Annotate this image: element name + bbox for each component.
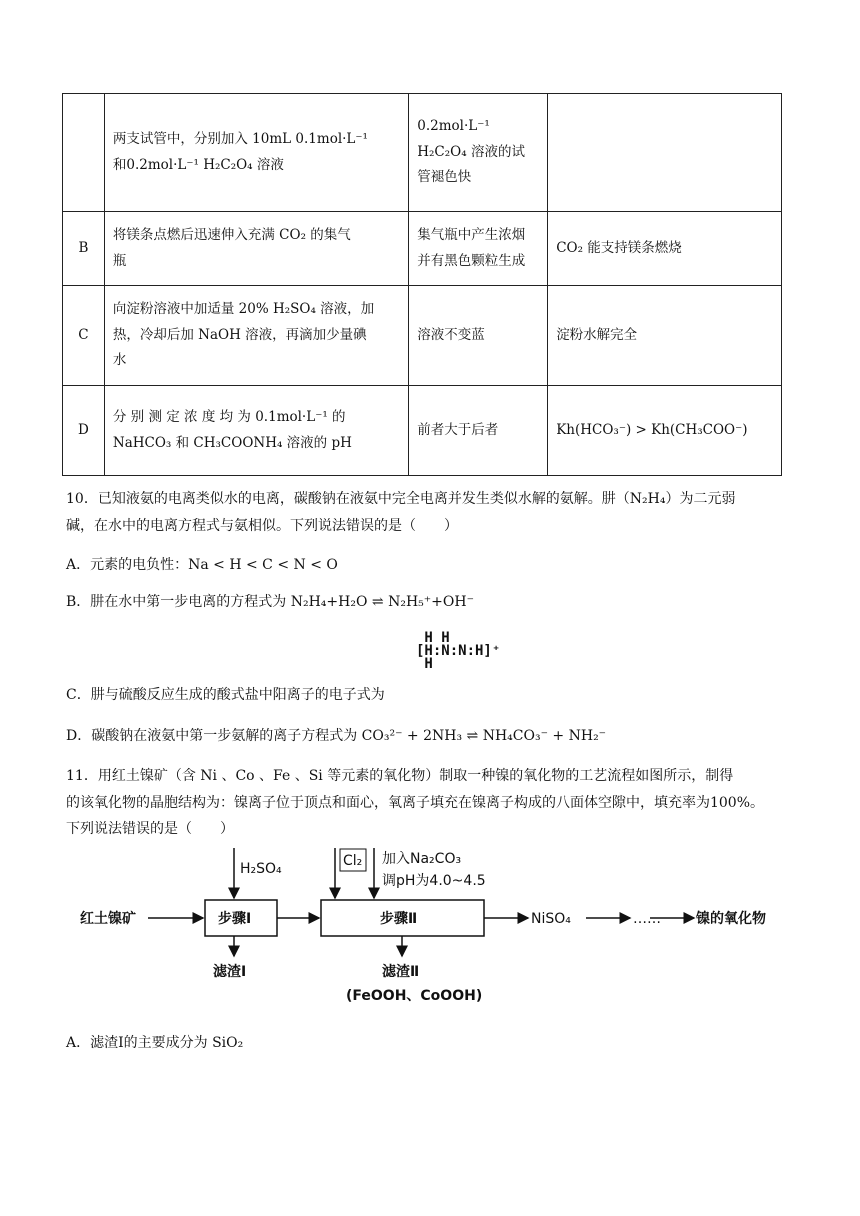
question-10-option-a: A．元素的电负性：Na < H < C < N < O (66, 557, 338, 573)
procedure-cell (104, 94, 408, 212)
procedure-line: 瓶 (112, 252, 127, 269)
question-10-option-b: B．肼在水中第一步电离的方程式为 N₂H₄+H₂O ⇌ N₂H₅⁺+OH⁻ (66, 594, 474, 610)
question-10-stem (66, 486, 786, 539)
conclusion-cell: Kh(HCO₃⁻) > Kh(CH₃COO⁻) (548, 386, 782, 476)
question-11-stem (66, 763, 786, 843)
procedure-line: 分 别 测 定 浓 度 均 为 0.1mol·L⁻¹ 的 (112, 408, 346, 425)
phenomenon-line: 并有黑色颗粒生成 (417, 252, 526, 269)
residue-2-note: (FeOOH、CoOOH) (346, 988, 483, 1004)
phenomenon-cell: 前者大于后者 (409, 386, 548, 476)
row-label: D (63, 386, 105, 476)
question-11-option-a: A．滤渣Ⅰ的主要成分为 SiO₂ (66, 1035, 244, 1051)
conclusion-cell: CO₂ 能支持镁条燃烧 (548, 212, 782, 286)
question-10-option-c: C．肼与硫酸反应生成的酸式盐中阳离子的电子式为 (66, 687, 385, 703)
residue-2-label: 滤渣Ⅱ (382, 964, 420, 980)
stem-line: 的该氧化物的晶胞结构为：镍离子位于顶点和面心，氧离子填充在镍离子构成的八面体空隙中，填充率为100%。 (66, 794, 765, 811)
stem-line: 10．已知液氨的电离类似水的电离，碳酸钠在液氨中完全电离并发生类似水解的氨解。肼（N₂H₄）为二元弱 (66, 491, 736, 507)
phenomenon-cell (409, 94, 548, 212)
procedure-line: 和0.2mol·L⁻¹ H₂C₂O₄ 溶液 (112, 156, 284, 173)
process-flow-diagram (70, 843, 790, 1018)
stem-line: 下列说法错误的是（ ） (66, 821, 234, 838)
procedure-line: 两支试管中，分别加入 10mL 0.1mol·L⁻¹ (112, 130, 368, 147)
conclusion-cell (548, 94, 782, 212)
phenomenon-line: 管褪色快 (417, 169, 472, 186)
procedure-cell (104, 212, 408, 286)
table-row (63, 94, 782, 212)
row-label (63, 94, 105, 212)
reagent-cl2: Cl₂ (343, 853, 363, 869)
stem-line: 碱，在水中的电离方程式与氨相似。下列说法错误的是（ ） (66, 517, 458, 534)
table-row (63, 386, 782, 476)
phenomenon-line: H₂C₂O₄ 溶液的试 (417, 143, 525, 160)
row-label: B (63, 212, 105, 286)
reagent-h2so4: H₂SO₄ (240, 861, 282, 877)
table-row (63, 286, 782, 386)
product-nickel-oxide: 镍的氧化物 (696, 911, 766, 927)
phenomenon-line: 0.2mol·L⁻¹ (417, 118, 490, 135)
step-2-label: 步骤Ⅱ (380, 911, 418, 927)
conclusion-cell: 淀粉水解完全 (548, 286, 782, 386)
procedure-cell (104, 386, 408, 476)
procedure-line: 水 (112, 352, 127, 369)
phenomenon-cell (409, 212, 548, 286)
phenomenon-cell: 溶液不变蓝 (409, 286, 548, 386)
question-10-option-d: D．碳酸钠在液氨中第一步氨解的离子方程式为 CO₃²⁻ + 2NH₃ ⇌ NH₄CO₃⁻ + NH₂⁻ (66, 728, 607, 744)
procedure-cell (104, 286, 408, 386)
row-label: C (63, 286, 105, 386)
step-1-label: 步骤Ⅰ (218, 911, 252, 927)
reagent-ph: 调pH为4.0~4.5 (382, 873, 486, 889)
experiment-table (62, 93, 782, 476)
reagent-na2co3: 加入Na₂CO₃ (382, 851, 462, 867)
electron-structure-formula: H H [H:N:N:H]⁺ H (416, 630, 501, 672)
procedure-line: 将镁条点燃后迅速伸入充满 CO₂ 的集气 (112, 226, 351, 243)
procedure-line: 向淀粉溶液中加适量 20% H₂SO₄ 溶液，加 (112, 301, 375, 318)
table-row (63, 212, 782, 286)
input-label: 红土镍矿 (80, 911, 136, 927)
procedure-line: NaHCO₃ 和 CH₃COONH₄ 溶液的 pH (112, 434, 352, 451)
residue-1-label: 滤渣Ⅰ (213, 964, 247, 980)
ellipsis: …… (633, 911, 661, 927)
product-niso4: NiSO₄ (531, 911, 571, 927)
stem-line: 11．用红土镍矿（含 Ni 、Co 、Fe 、Si 等元素的氧化物）制取一种镍的氧化物的工艺流程如图所示，制得 (66, 768, 734, 784)
procedure-line: 热，冷却后加 NaOH 溶液，再滴加少量碘 (112, 326, 367, 343)
phenomenon-line: 集气瓶中产生浓烟 (417, 226, 526, 243)
